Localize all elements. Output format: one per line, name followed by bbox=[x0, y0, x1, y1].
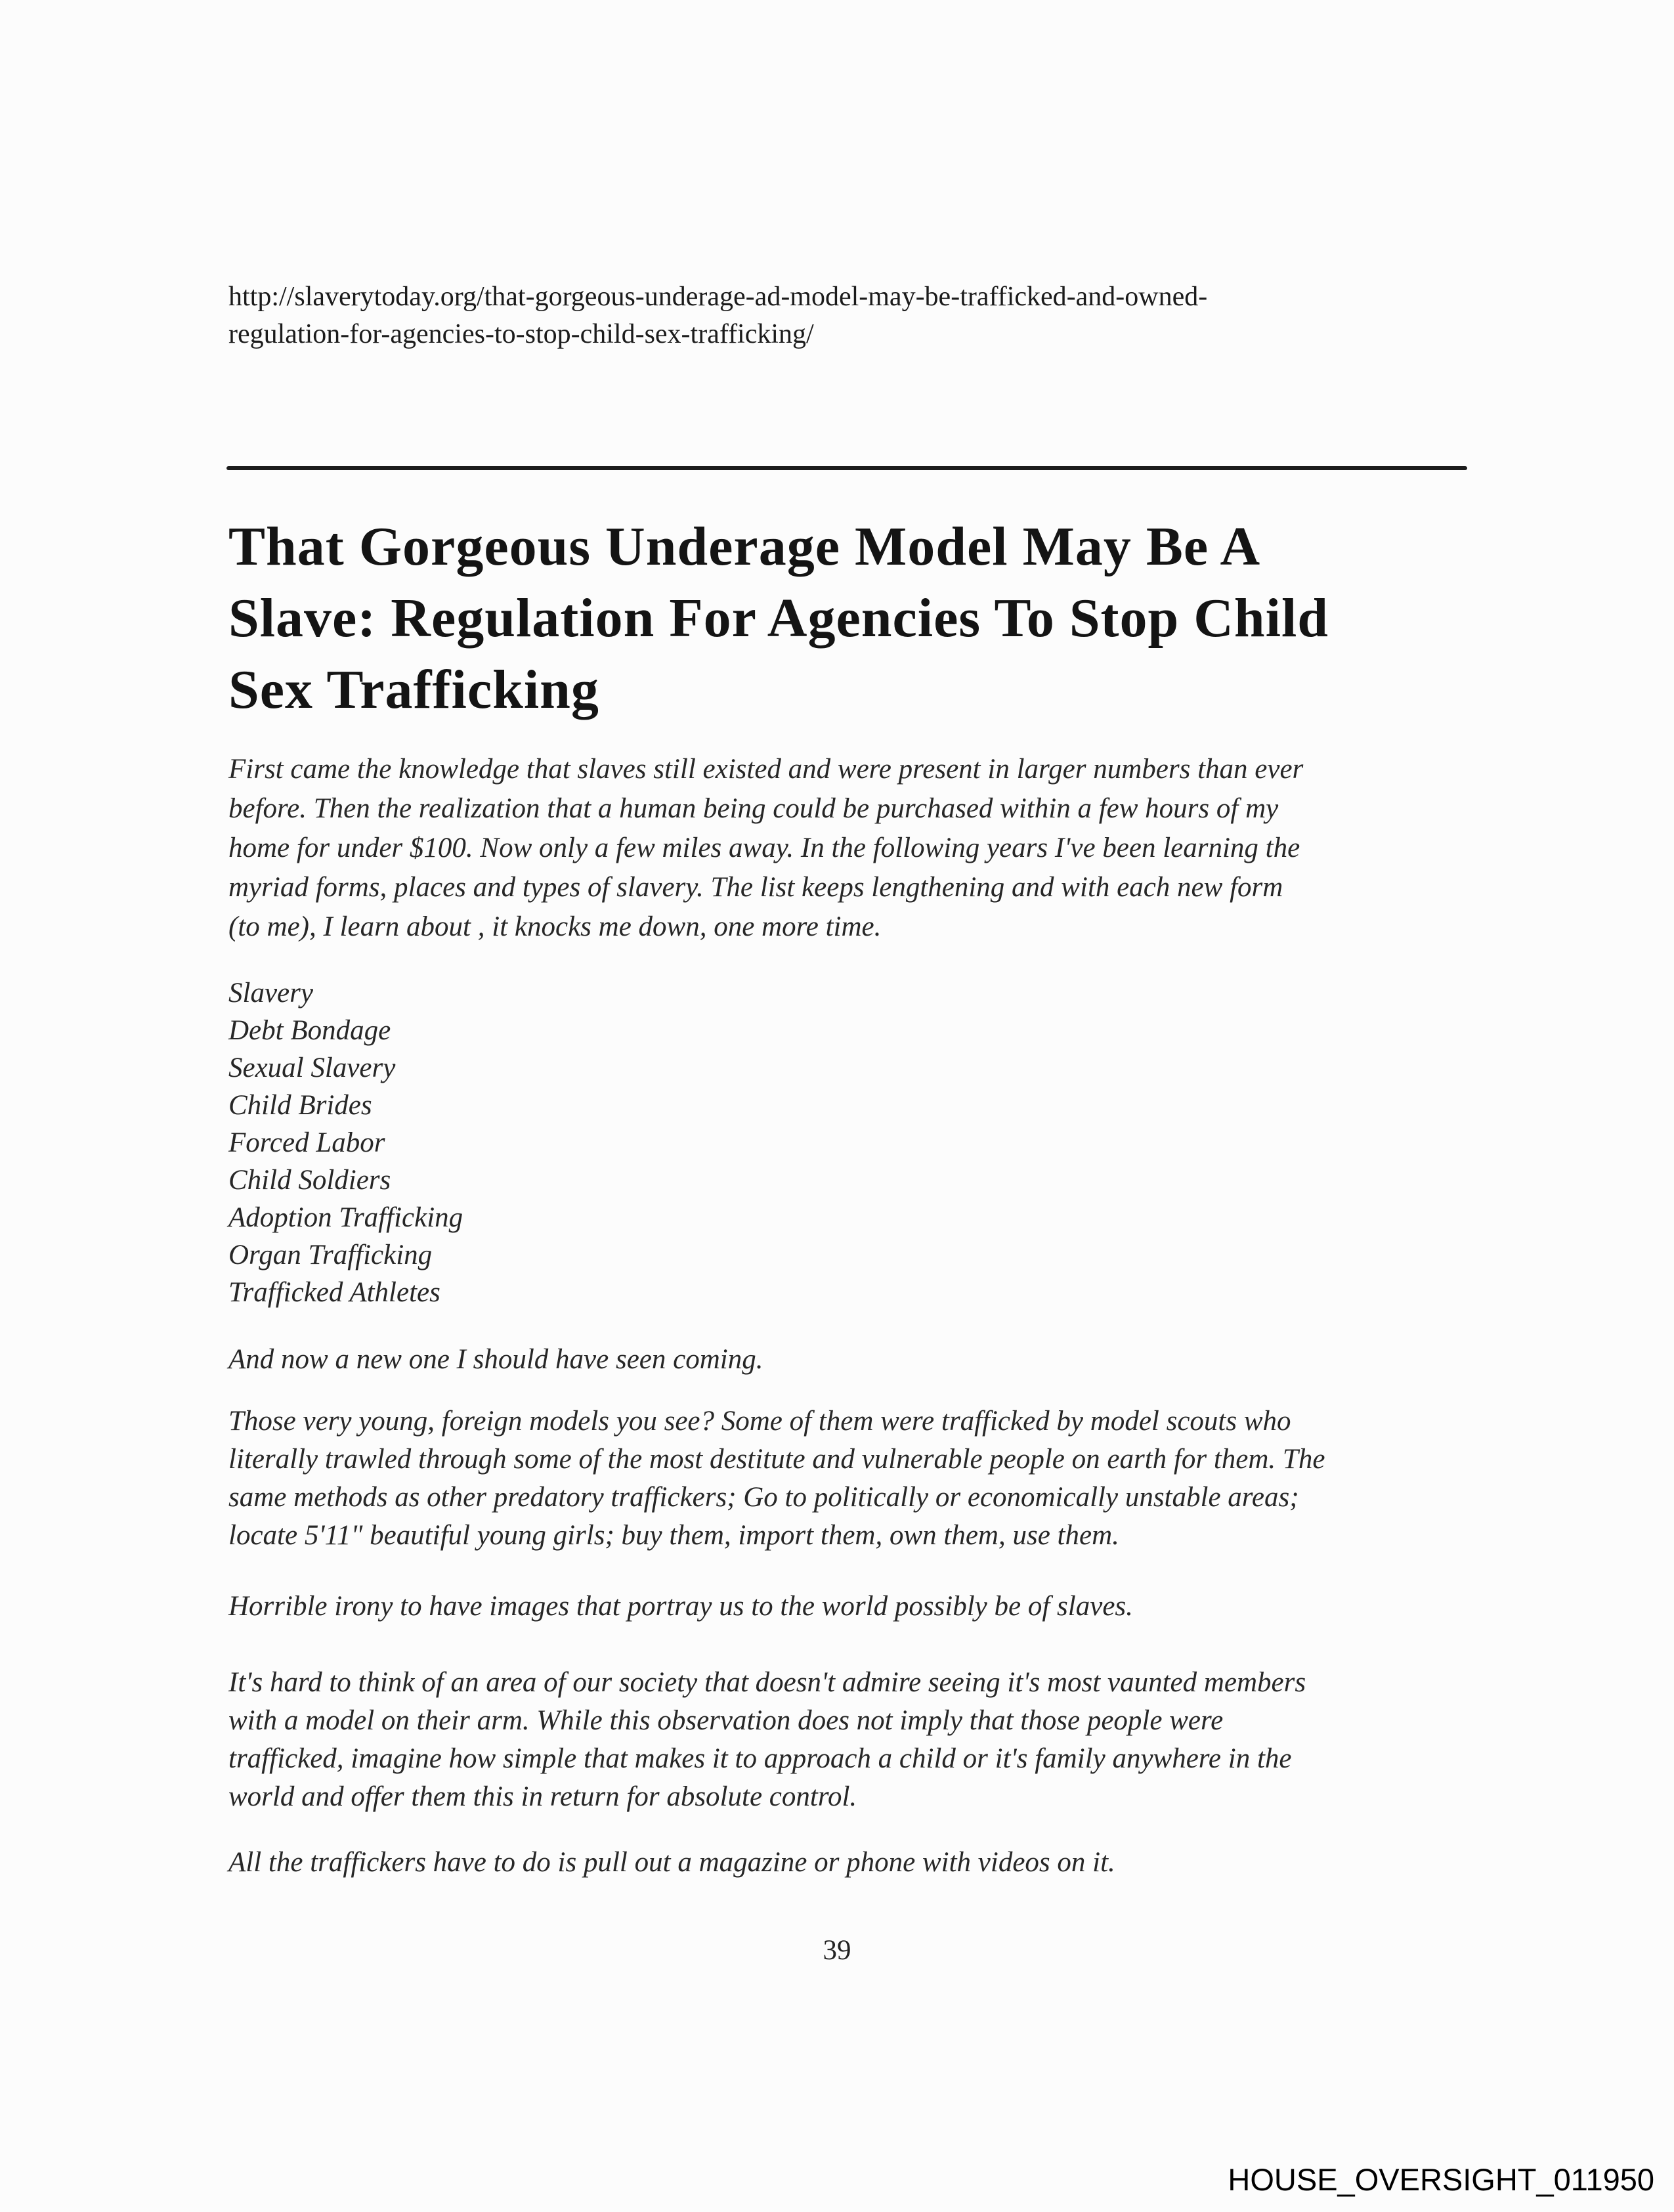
text-line: before. Then the realization that a human being could be purchased within a few hours of my bbox=[228, 793, 1279, 824]
text-line: (to me), I learn about , it knocks me down, one more time. bbox=[228, 911, 882, 942]
text-line: world and offer them this in return for absolute control. bbox=[228, 1781, 857, 1812]
article-title-line-1: That Gorgeous Underage Model May Be A bbox=[228, 516, 1261, 577]
text-line: Child Soldiers bbox=[228, 1165, 391, 1196]
text-line: Those very young, foreign models you see? Some of them were trafficked by model scouts who bbox=[228, 1406, 1291, 1437]
text-line: Child Brides bbox=[228, 1090, 372, 1121]
text-line: Debt Bondage bbox=[228, 1015, 391, 1046]
page-number: 39 bbox=[823, 1935, 851, 1966]
text-line: same methods as other predatory traffickers; Go to politically or economically unstable areas; bbox=[228, 1482, 1299, 1513]
article-title bbox=[228, 511, 1329, 726]
text-line: Organ Trafficking bbox=[228, 1240, 433, 1270]
text-line: trafficked, imagine how simple that makes it to approach a child or it's family anywhere in the bbox=[228, 1743, 1292, 1774]
text-line: Forced Labor bbox=[228, 1127, 385, 1158]
text-line: It's hard to think of an area of our society that doesn't admire seeing it's most vaunted members bbox=[228, 1667, 1306, 1698]
text-line: Slavery bbox=[228, 978, 313, 1008]
text-line: locate 5'11" beautiful young girls; buy them, import them, own them, use them. bbox=[228, 1520, 1119, 1551]
source-url-line-2: regulation-for-agencies-to-stop-child-sex-trafficking/ bbox=[228, 319, 814, 349]
article-title-line-2: Slave: Regulation For Agencies To Stop Child bbox=[228, 588, 1329, 649]
text-line: home for under $100. Now only a few miles away. In the following years I've been learning the bbox=[228, 833, 1300, 863]
transition-line: And now a new one I should have seen coming. bbox=[228, 1344, 763, 1375]
bates-stamp: HOUSE_OVERSIGHT_011950 bbox=[1228, 2162, 1654, 2197]
text-line: Trafficked Athletes bbox=[228, 1277, 440, 1308]
source-url-line-1: http://slaverytoday.org/that-gorgeous-underage-ad-model-may-be-trafficked-and-owned- bbox=[228, 282, 1208, 312]
text-line: with a model on their arm. While this observation does not imply that those people were bbox=[228, 1705, 1224, 1736]
slavery-types-list bbox=[228, 974, 463, 1311]
society-paragraph bbox=[228, 1664, 1306, 1816]
text-line: Adoption Trafficking bbox=[228, 1202, 463, 1233]
source-url bbox=[228, 278, 1207, 353]
text-line: literally trawled through some of the most destitute and vulnerable people on earth for them. The bbox=[228, 1444, 1325, 1475]
article-title-line-3: Sex Trafficking bbox=[228, 659, 599, 720]
text-line: First came the knowledge that slaves still existed and were present in larger numbers than ever bbox=[228, 754, 1304, 785]
text-line: myriad forms, places and types of slavery. The list keeps lengthening and with each new form bbox=[228, 872, 1283, 903]
text-line: Sexual Slavery bbox=[228, 1052, 396, 1083]
traffickers-line: All the traffickers have to do is pull out a magazine or phone with videos on it. bbox=[228, 1847, 1115, 1878]
models-paragraph bbox=[228, 1402, 1325, 1555]
intro-paragraph bbox=[228, 750, 1303, 947]
irony-line: Horrible irony to have images that portray us to the world possibly be of slaves. bbox=[228, 1591, 1133, 1622]
horizontal-rule bbox=[226, 466, 1467, 470]
